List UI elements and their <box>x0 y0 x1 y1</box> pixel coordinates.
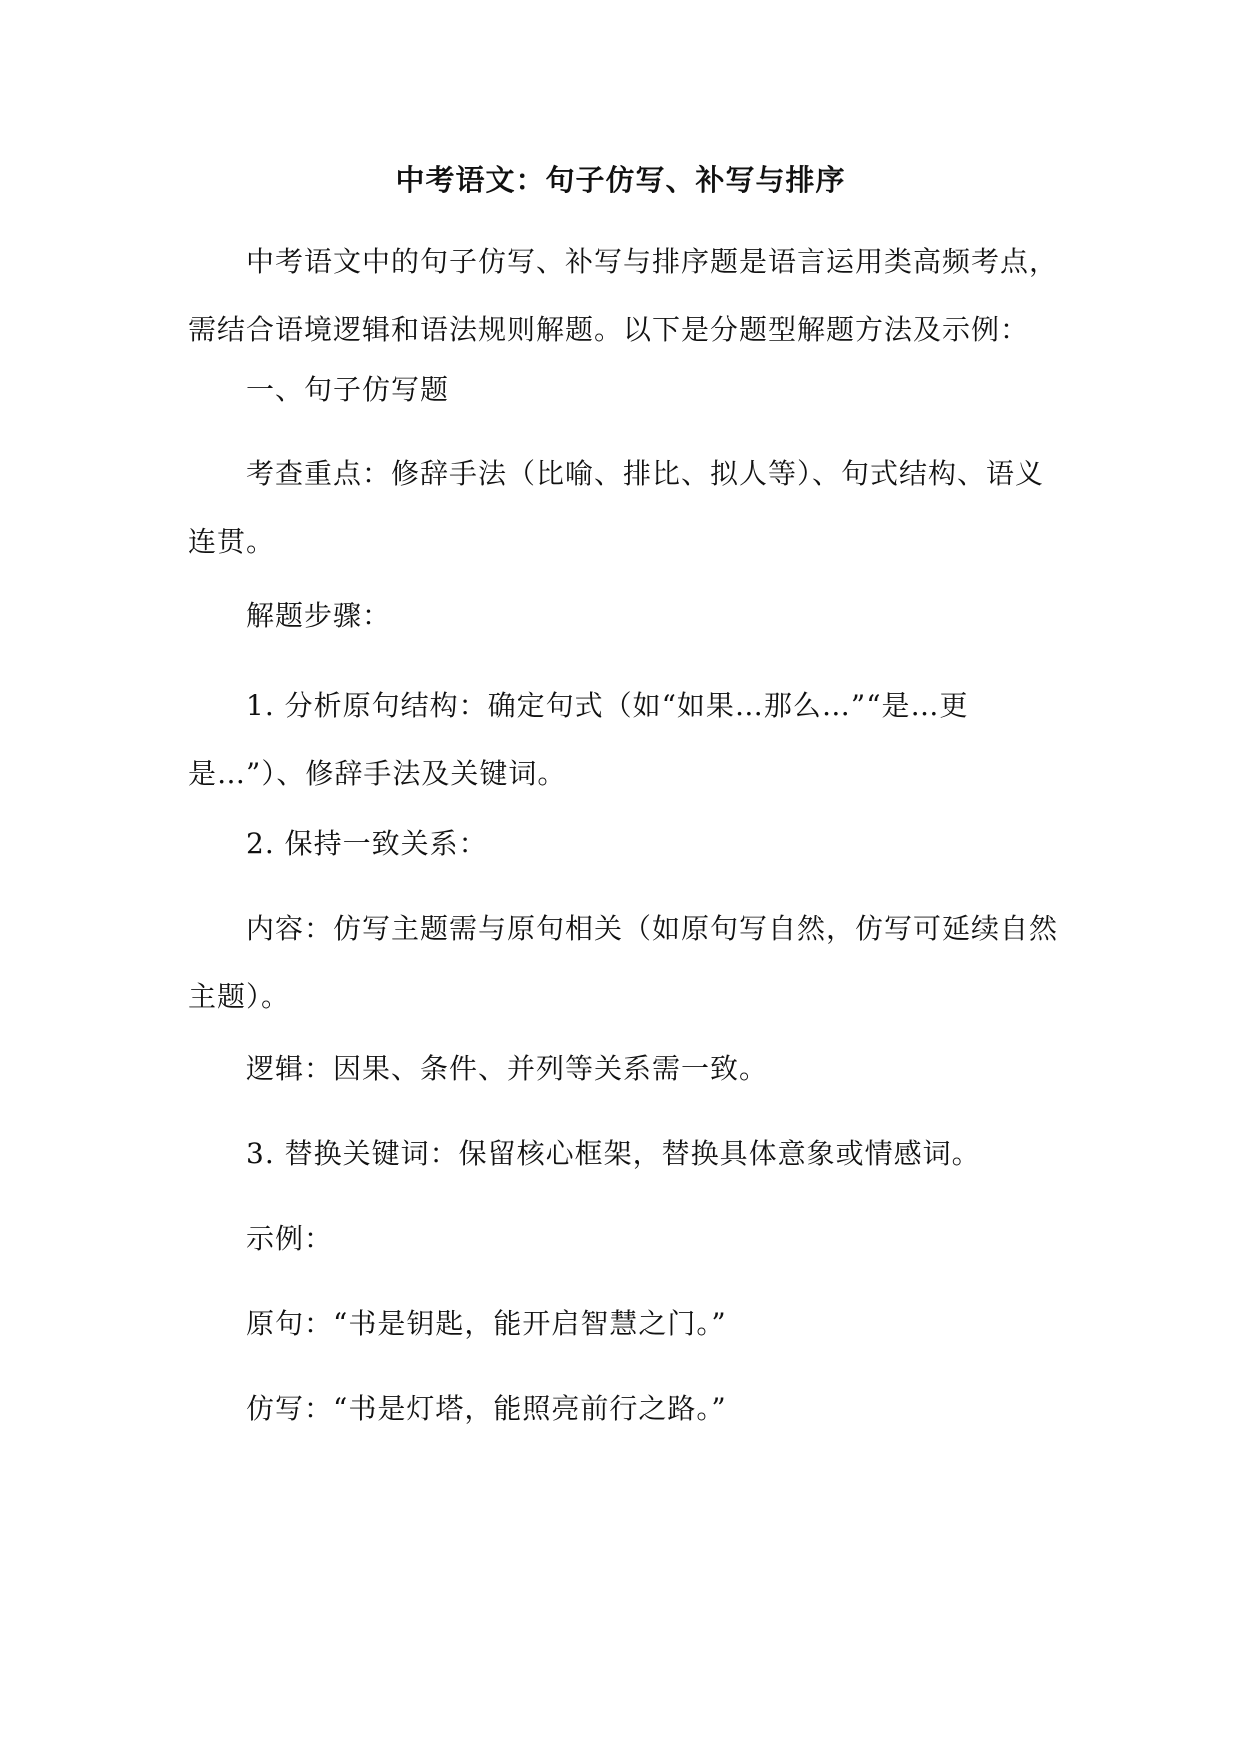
paragraph-example-heading: 示例： <box>246 1222 334 1255</box>
paragraph-imitated-sentence: 仿写：“书是灯塔，能照亮前行之路。” <box>246 1392 727 1425</box>
paragraph-step-2: 2. 保持一致关系： <box>246 827 488 860</box>
paragraph-original-sentence: 原句：“书是钥匙，能开启智慧之门。” <box>246 1307 727 1340</box>
paragraph-step-1: 1. 分析原句结构：确定句式（如“如果…那么…”“是…更是…”）、修辞手法及关键词。 <box>188 689 969 790</box>
paragraph-focus: 考查重点：修辞手法（比喻、排比、拟人等）、句式结构、语义连贯。 <box>188 457 1045 558</box>
paragraph-steps-heading: 解题步骤： <box>246 599 392 632</box>
paragraph-content: 内容：仿写主题需与原句相关（如原句写自然，仿写可延续自然主题）。 <box>188 912 1059 1013</box>
document-title: 中考语文：句子仿写、补写与排序 <box>395 163 846 197</box>
paragraph-intro: 中考语文中的句子仿写、补写与排序题是语言运用类高频考点，需结合语境逻辑和语法规则解题。以下是分题型解题方法及示例： <box>188 245 1059 346</box>
paragraph-logic: 逻辑：因果、条件、并列等关系需一致。 <box>246 1052 769 1085</box>
paragraph-step-3: 3. 替换关键词：保留核心框架，替换具体意象或情感词。 <box>246 1137 981 1170</box>
section-heading-imitation: 一、句子仿写题 <box>246 373 450 406</box>
